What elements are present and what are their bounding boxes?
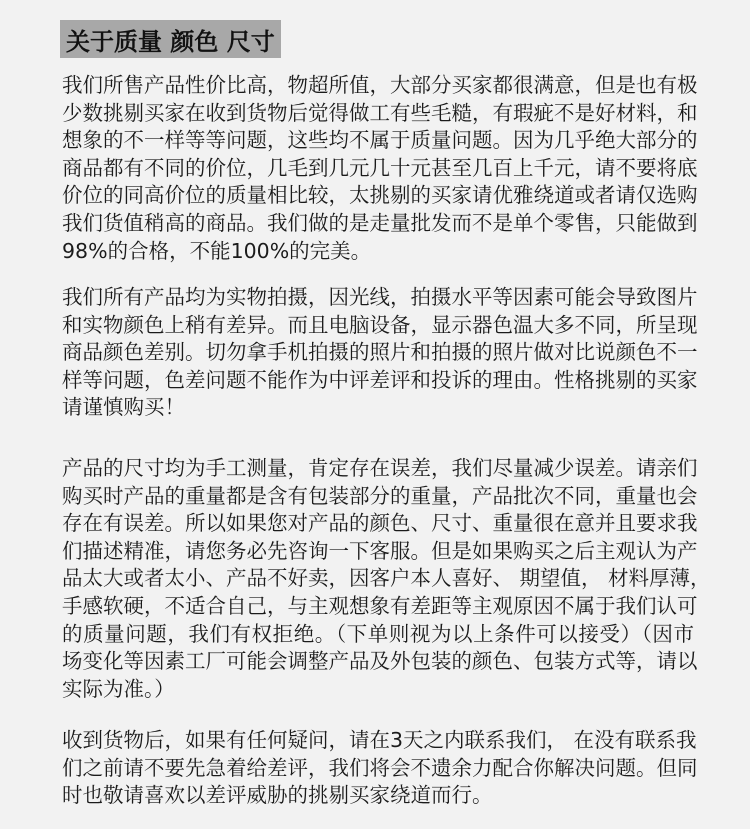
text-line: 请谨慎购买！ [62,395,185,420]
text-line: 和实物颜色上稍有差异。而且电脑设备，显示器色温大多不同，所呈现 [62,312,698,337]
text-line: 样等问题，色差问题不能作为中评差评和投诉的理由。性格挑剔的买家 [62,367,698,392]
text-line: 我们货值稍高的商品。我们做的是走量批发而不是单个零售，只能做到 [62,210,698,235]
text-line: 想象的不一样等等问题，这些均不属于质量问题。因为几乎绝大部分的 [62,128,698,153]
text-line: 品太大或者太小、产品不好卖，因客户本人喜好、 期望值， 材料厚薄， [62,566,711,591]
paragraph-color [62,284,698,422]
text-line: 我们所有产品均为实物拍摄，因光线，拍摄水平等因素可能会导致图片 [62,285,698,309]
text-line: 们之前请不要先急着给差评，我们将会不遗余力配合你解决问题。但同 [62,755,698,780]
text-line: 的质量问题，我们有权拒绝。（下单则视为以上条件可以接受）（因市 [62,621,694,646]
text-line: 收到货物后，如果有任何疑问，请在3天之内联系我们， 在没有联系我 [62,728,697,752]
text-line: 产品的尺寸均为手工测量，肯定存在误差，我们尽量减少误差。请亲们 [62,456,698,480]
paragraph-after-sales [62,727,698,810]
text-line: 手感软硬，不适合自己，与主观想象有差距等主观原因不属于我们认可 [62,593,698,618]
text-line: 98%的合格，不能100%的完美。 [62,238,372,263]
text-line: 们描述精准，请您务必先咨询一下客服。但是如果购买之后主观认为产 [62,538,698,563]
section-title-box [60,20,281,58]
text-line: 场变化等因素工厂可能会调整产品及外包装的颜色、包装方式等，请以 [62,649,698,674]
text-line: 时也敬请喜欢以差评威胁的挑剔买家绕道而行。 [62,783,493,808]
text-line: 实际为准。） [62,676,175,701]
text-line: 商品颜色差别。切勿拿手机拍摄的照片和拍摄的照片做对比说颜色不一 [62,340,698,365]
section-title: 关于质量 颜色 尺寸 [66,27,275,56]
text-line: 购买时产品的重量都是含有包装部分的重量，产品批次不同，重量也会 [62,483,698,508]
paragraph-size [62,455,711,703]
paragraph-quality [62,72,698,265]
text-line: 我们所售产品性价比高，物超所值，大部分买家都很满意，但是也有极 [62,73,698,97]
text-line: 商品都有不同的价位，几毛到几元几十元甚至几百上千元，请不要将底 [62,155,698,180]
text-line: 少数挑剔买家在收到货物后觉得做工有些毛糙，有瑕疵不是好材料，和 [62,100,698,125]
text-line: 存在有误差。所以如果您对产品的颜色、尺寸、重量很在意并且要求我 [62,511,698,536]
text-line: 价位的同高价位的质量相比较，太挑剔的买家请优雅绕道或者请仅选购 [62,183,698,208]
